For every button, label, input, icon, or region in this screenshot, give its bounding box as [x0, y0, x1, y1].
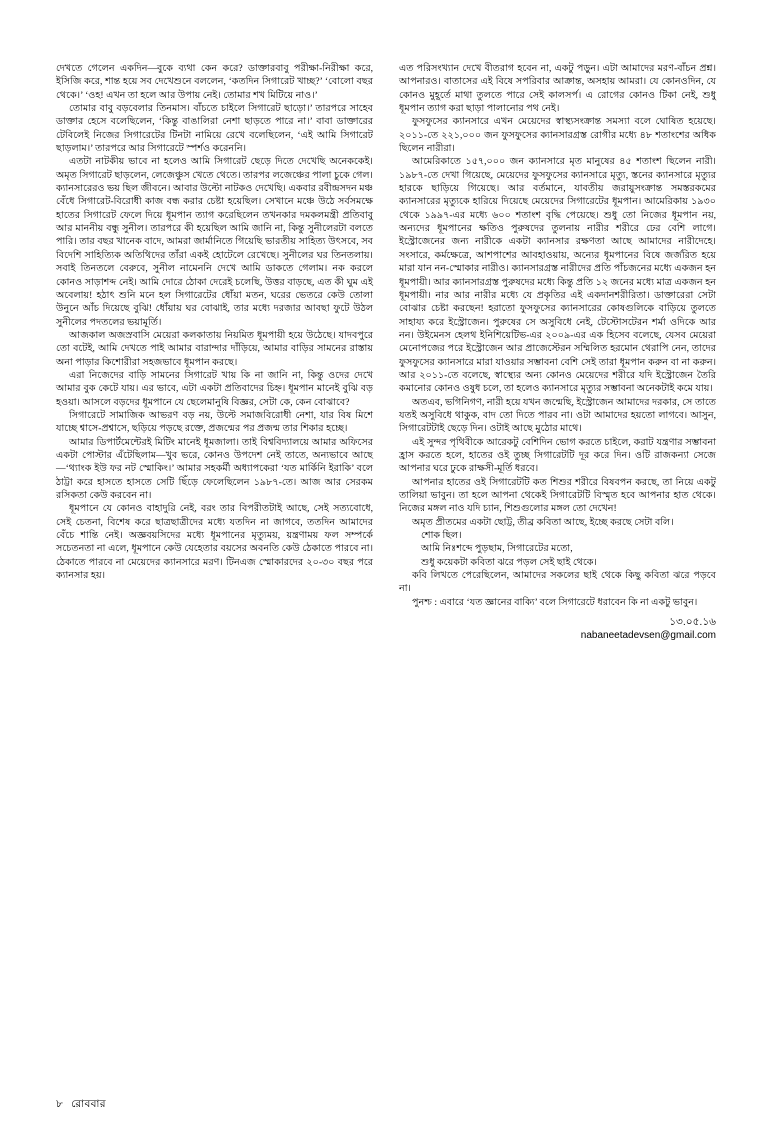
paragraph: ফুসফুসের ক্যানসারে এখন মেয়েদের স্বাস্থ্যসংক্রান্ত সমস্যা বলে ঘোষিত হয়েছে। ২০১১-তে ২২১,০০০ জন ফুসফুসের ক্যানসারগ্রস্ত রোগীর মধ্যে ৪৮ শতাংশের অধিক ছিলেন নারীরা।: [399, 116, 716, 155]
signature-email: nabaneetadevsen@gmail.com: [580, 630, 716, 642]
paragraph: অতএব, ভগিনিগণ, নারী হয়ে যখন জন্মেছি, ইস্ট্রোজেন আমাদের দরকার, সে তাতে যতই অসুবিধে থাকুক, বাদ তো দিতে পারব না। ওটা আমাদের হয়তো লাগবে। আসুন, সিগারেটটাই ছেড়ে দিন। ওটাই আছে মুঠোর মাথে।: [399, 396, 716, 435]
paragraph: এতটা নাটকীয় ভাবে না হলেও আমি সিগারেট ছেড়ে দিতে দেখেছি অনেককেই। অমৃত সিগারেট ছাড়লেন, লেজেঞ্চুস খেতে থেতে। তারপর লজেঞ্চের পালা চুকে গেল। ক্যানসারেরও ভয় ছিল জীবনে। আবার উল্টো নাটকও দেখেছি। একবার রবীন্দ্রসদন মঞ্চ বেঁধে সিগারেট-বিরোধী কাজ বন্ধ করার চেষ্টা হয়েছিল। সেখানে মঞ্চে উঠে সর্বসমক্ষে হাতের সিগারেট ফেলে দিয়ে ধূমপান ত্যাগ করেছিলেন তখনকার দমকলমন্ত্রী প্রতিবাবু আর মাননীয় বন্ধু সুনীল। তারপরে কী হয়েছিল আমি জানি না, কিন্তু সুনীলেরটা বলতে পারি। তার বছর খানেক বাদে, আমরা জার্মানিতে গিয়েছি ভারতীয় সাহিত্য উৎসবে, সব বিদেশি সাহিত্যিক অতিথিদের তাঁরা একই হোটেলে রেখেছে। সুনীলের ঘর তিনতলায়। সবাই তিনতলে বেরুবে, সুনীল নামেননি দেখে আমি ডাকতে গেলাম। নক করলে কোনও সাড়াশব্দ নেই। আমি দোরে ঠোকা দেরেই চলেছি, উত্তর বাড়ছে, এত কী ঘুম এই অবেলায়! হঠাৎ শুনি মনে হল সিগারেটের ধোঁয়া মতন, ঘরের ভেতরে কেউ তোলা উনুনে আঁচ দিয়েছে বুঝি! ধোঁয়ায় ঘর বোঝাই, তার মধ্যে দরজার আবছা ফুটে উঠল সুনীলের পদতলের ভয়ামূর্তি।: [56, 156, 373, 328]
paragraph: তোমার বাবু বড়বেলার তিনমাস। বাঁচতে চাইলে সিগারেট ছাড়ো।’ তারপরে সাহেব ডাক্তার হেসে বলেছিলেন, ‘কিন্তু বাঙালিরা নেশা ছাড়তে পারে না।’ বাবা ডাক্তারের টেবিলেই নিজের সিগারেটের টিনটা নামিয়ে রেখে বলেছিলেন, ‘এই আমি সিগারেট ছাড়লাম।’ তারপরে আর সিগারেটে স্পর্শও করেননি।: [56, 103, 373, 155]
paragraph: এই সুন্দর পৃথিবীকে আরেকটু বেশিদিন ভোগ করতে চাইলে, করাট যন্ত্রণার সম্ভাবনা হ্রাস করতে হলে, হাতের ওই তুচ্ছ সিগারেটটি দূর করে দিন। ওটি রাজকন্যা সেজে আপনার ঘরে ঢুকে রাক্ষসী-মূর্তি ধরবে।: [399, 436, 716, 475]
paragraph: এত পরিসংখ্যান দেখে বীতরাগ হবেন না, একটু পড়ুন। এটা আমাদের মরণ-বাঁচন প্রশ্ন। আপনারও। বাতাসের এই বিষে সপরিবার আক্রান্ত, অসহায় আমরা। যে কোনওদিন, যে কোনও মুহূর্তে মাথা তুলতে পারে সেই কালসর্প। এ রোগের কোনও টিকা নেই, শুধু ধূমপান ত্যাগ করা ছাড়া পালানোর পথ নেই।: [399, 63, 716, 115]
paragraph: আপনার হাতের ওই সিগারেটটি কত শিশুর শরীরে বিষবপন করছে, তা নিয়ে একটু তালিয়া ভাবুন। তা হলে আপনা থেকেই সিগারেটটি বিস্মৃত হবে আপনার হাত থেকে। নিজের মঙ্গল নাও যদি চ্যান, শিশুগুলোর মঙ্গল তো দেখেন!: [399, 476, 716, 515]
signature-date: ১৩.০৫.১৬: [669, 616, 716, 629]
publication-name: রোববার: [71, 1099, 106, 1110]
verse-line: শোক ছিল।: [421, 530, 462, 542]
paragraph: এরা নিজেদের বাড়ি সামনের সিগারেট খায় কি না জানি না, কিন্তু ওদের দেখে আমার বুক কেটে যায়। এর ভাবে, এটা একটা প্রতিবাদের চিহ্ন। ধূমপান মানেই বুঝি বড় হওয়া। আসলে বড়দের ধূমপানে যে ছেলেমানুষি বিজ্ঞর, সেটা কে, কেন বোঝাবে?: [56, 369, 373, 408]
verse-line: আমি নিঃশব্দে পুড়ছাম, সিগারেটের মতো,: [421, 543, 573, 555]
paragraph: দেখতে গেলেন একদিন—বুকে ব্যথা কেন করে? ডাক্তারবাবু পরীক্ষা-নিরীক্ষা করে, ইসিজি করে, শান্ত হয়ে সব দেখেশুনে বললেন, ‘কতদিন সিগারেট খাচ্ছ?’ ‘বোলো বছর থেকে।’ ‘ওহ! এখন তা হলে আর উপায় নেই। তোমার শখ মিটিয়ে নাও।’: [56, 63, 373, 101]
paragraph: পুনশ্চ : এবারে ‘যত জ্ঞানের বাক্যি’ বলে সিগারেটে ধরাবেন কি না একটু ভাবুন।: [412, 596, 698, 608]
paragraph: অমৃত প্রীতমের একটা ছোট্ট, তীব্র কবিতা আছে, ইচ্ছে করছে সেটা বলি।: [412, 516, 674, 528]
paragraph: আমার ডিপার্টমেন্টেরই মিটিং মানেই ধূমজালা। তাই বিশ্ববিদ্যালয়ে আমার অফিসের একটা পোস্টার এঁটেছিলাম—খুব ভরে, কোনও উপদেশ নেই তাতে, অন্যভাবে আছে—‘থ্যাংক ইউ ফর নট স্মোকিং।’ আমার সহকর্মী অধ্যাপকেরা ‘যত মার্কিনি ইরাকি’ বলে ঠাট্টা করে হাসতে হাসতে সেটি ছিঁড়ে ফেলেছিলেন ১৯৮৭-তে। আজ আর সেরকম রসিকতা কেউ করবেন না।: [56, 436, 373, 501]
author-signature: [399, 616, 716, 643]
paragraph: সিগারেটে সামাজিক আভরণ বড় নয়, উল্টে সমাজবিরোধী নেশা, যার বিষ মিশে যাচ্ছে শ্বাসে-প্রশ্বাসে, ছড়িয়ে পড়ছে রক্তে, প্রজন্মের পর প্রজন্ম তার শিকার হচ্ছে।: [56, 409, 373, 435]
verse-line: শুধু কয়েকটা কবিতা ঝরে পড়ল সেই ছাই থেকে।: [421, 556, 597, 568]
paragraph: কবি লিখতে পেরেছিলেন, আমাদের সকলের ছাই থেকে কিছু কবিতা ঝরে পড়বে না।: [399, 570, 716, 595]
left-column: [56, 62, 373, 1072]
paragraph: আমেরিকাতে ১৫৭,০০০ জন ক্যানসারে মৃত মানুষের ৪৫ শতাংশ ছিলেন নারী। ১৯৮৭-তে দেখা গিয়েছে, মেয়েদের ফুসফুসের ক্যানসারে মৃত্যু, স্তনের ক্যানসারে মৃত্যুর হারকে ছাড়িয়ে গিয়েছে। আর বর্তমানে, যাবতীয় জরায়ুসংক্রান্ত সমস্তরকমের ক্যানসারের মৃত্যুকে হারিয়ে দিয়েছে মেয়েদের সিগারেটের ধূমপান। আমেরিকায় ১৯৩০ থেকে ১৯৯৭-এর মধ্যে ৬০০ শতাংশ বৃদ্ধি পেয়েছে। শুধু তো নিজের ধূমপান নয়, অন্যদের ধূমপানের ক্ষতিও পুরুষদের তুলনায় নারীর শরীরে ঢের বেশি লাগে। ইস্ট্রোজেনের জন্য নারীকে একটা ক্যানসার রক্ষণতা আছে আমাদের নারীদেহে। সংসারে, কর্মক্ষেত্রে, আশপাশের আবহাওয়ায়, অন্যের ধূমপানের বিষে জর্জরিত হয়ে মারা যান নন-স্মোকার নারীও। ক্যানসারগ্রস্ত নারীদের প্রতি পাঁচজনের মধ্যে একজন হন ধূমপায়ী। আর ক্যানসারগ্রস্ত পুরুষদের মধ্যে কিন্তু প্রতি ১২ জনের মধ্যে মাত্র একজন হন ধূমপায়ী। নার আর নারীর মধ্যে যে প্রকৃতির এই একদানশরীরিতা। ডাক্তারেরা সেটা বোঝার চেষ্টা করছেন! হরাতো ফুসফুসের ক্যানসারের কোষগুলিকে বাড়িয়ে তুলতে সাহায্য করে ইস্ট্রোজেন। পুরুষের সে অসুবিধে নেই, টেস্টোসটেরন শর্মা ওদিকে আর নন। উইমেনস হেলথ ইনিশিয়েটিভ-এর ২০০৯-এর এক হিসেব বলেছে, যেসব মেয়েরা মেনোপজের পরে ইস্ট্রোজেন আর প্রাজেস্টেরন সম্মিলিত হরমোন থেরাপি নেন, তাদের ফুসফুসের ক্যানসারে মারা যাওয়ার সম্ভাবনা বেশি সেই তারা ধূমপান করুন বা না করুন। আর ২০১১-তে বলেছে, স্বাস্থ্যের অন্য কোনও মেয়েদের শরীরে যদি ইস্ট্রোজেন তৈরি কমানোর কোনও ওষুধ চলে, তা হলেও ক্যানসারে মৃত্যুর সম্ভাবনা অনেকটাই কমে যায়।: [399, 156, 716, 395]
paragraph: আজকাল অজস্রবাসি মেয়েরা কলকাতায় নিয়মিত ধূমপায়ী হয়ে উঠেছে। যাদবপুরে তো বটেই, আমি দেখতে পাই আমার বারান্দার দাঁড়িয়ে, আমার বাড়ির সামনের রাস্তায় অনা পাড়ার কিশোরীরা সহজভাবে ধূমপান করছে।: [56, 329, 373, 368]
page-footer: [56, 1097, 106, 1114]
page-number: ৮: [56, 1099, 64, 1110]
two-column-layout: [56, 62, 714, 1072]
paragraph: ধূমপানে যে কোনও বাহাদুরি নেই, বরং তার বিপরীতটাই আছে, সেই সত্যবোধে, সেই চেতনা, বিশেষ করে ছাত্রছাত্রীদের মধ্যে যতদিন না জাগবে, ততদিন আমাদের বেঁচে শান্তি নেই। অজ্ঞবয়সিদের মধ্যে ধূমপানের মৃত্যুময়, য়ন্ত্রণাময় ফল সম্পর্কে সচেতনতা না এলে, ধূমপানে কেউ যেহেতার বয়সের অবনতি কেউ ঠেকাতে পারবে না। ঠেকাতে পারবে না মেয়েদের ক্যানসারে মরণ। টিনএজ স্মোকারদের ২০-৩০ বছর পরে ক্যানসার হয়।: [56, 503, 373, 582]
right-column: [399, 62, 716, 1072]
